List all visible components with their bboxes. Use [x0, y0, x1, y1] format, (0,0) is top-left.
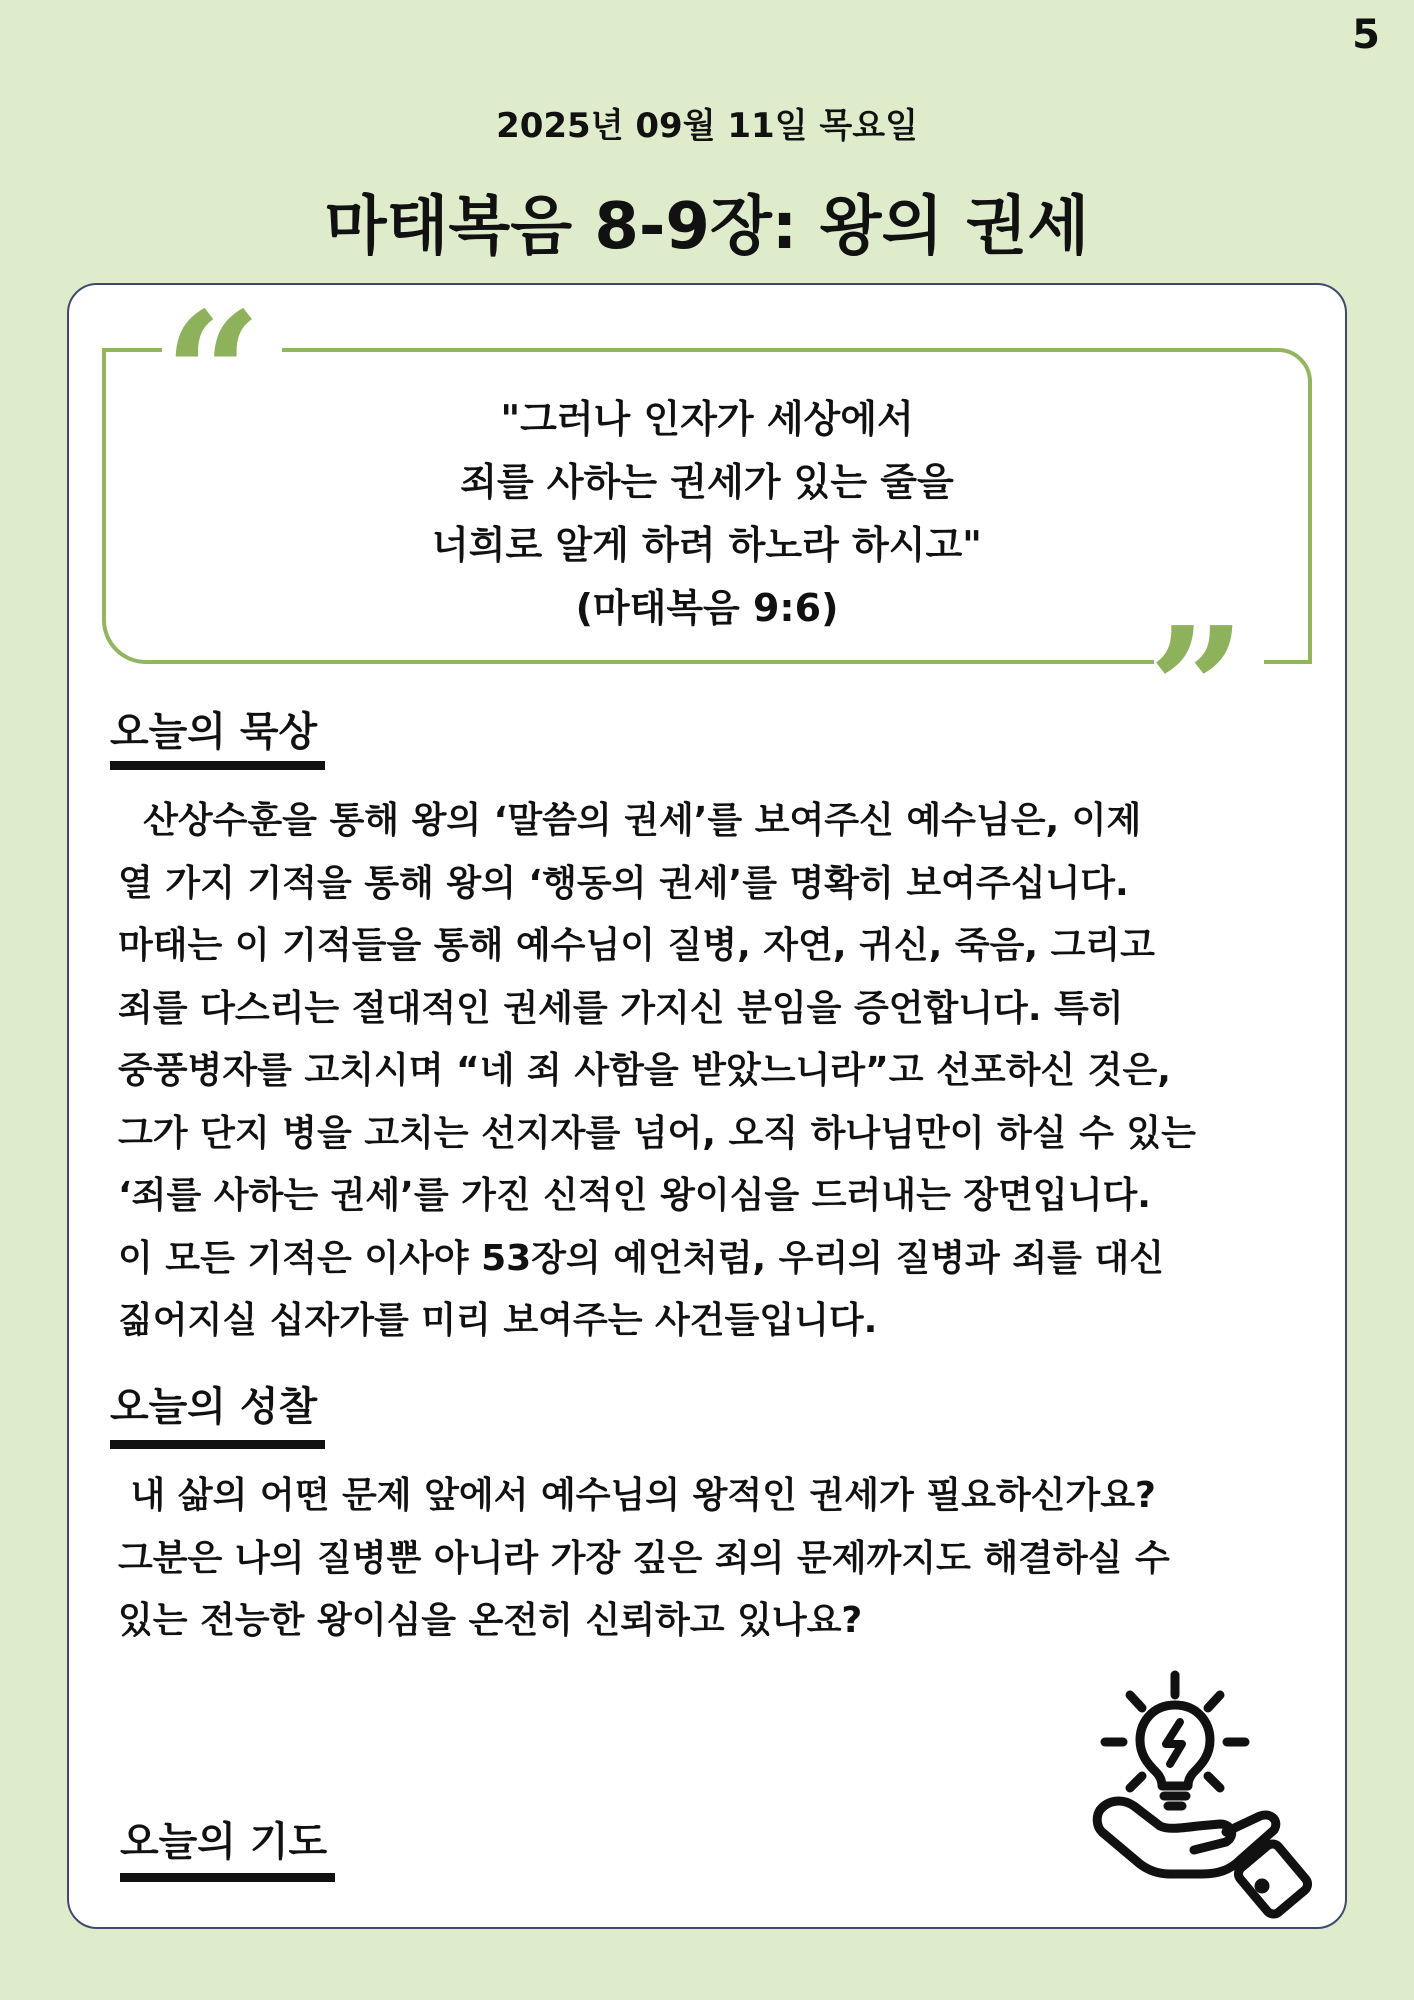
- reflection-line: 있는 전능한 왕이심을 온전히 신뢰하고 있나요?: [118, 1600, 863, 1641]
- close-quote-icon: ”: [1148, 590, 1246, 790]
- date-label: 2025년 09월 11일 목요일: [496, 106, 918, 146]
- reflection-line: 내 삶의 어떤 문제 앞에서 예수님의 왕적인 권세가 필요하신가요?: [118, 1475, 1156, 1516]
- meditation-line: 열 가지 기적을 통해 왕의 ‘행동의 권세’를 명확히 보여주십니다.: [118, 862, 1129, 904]
- scripture-quote: [102, 388, 1312, 640]
- prayer-heading: 오늘의 기도: [120, 1819, 328, 1865]
- meditation-body: [118, 790, 1328, 1353]
- reflection-body: [118, 1465, 1328, 1653]
- meditation-line: 산상수훈을 통해 왕의 ‘말씀의 권세’를 보여주신 예수님은, 이제: [118, 800, 1142, 841]
- reflection-line: 그분은 나의 질병뿐 아니라 가장 깊은 죄의 문제까지도 해결하실 수: [118, 1537, 1170, 1579]
- meditation-line: 짊어지실 십자가를 미리 보여주는 사건들입니다.: [118, 1300, 878, 1341]
- page-title: 마태복음 8-9장: 왕의 권세: [324, 190, 1090, 264]
- quote-line: "그러나 인자가 세상에서: [500, 397, 914, 441]
- open-quote-icon: “: [164, 275, 262, 475]
- lightbulb-in-hand-icon: [1090, 1660, 1340, 1920]
- meditation-line: 마태는 이 기적들을 통해 예수님이 질병, 자연, 귀신, 죽음, 그리고: [118, 925, 1155, 966]
- meditation-line: ‘죄를 사하는 권세’를 가진 신적인 왕이심을 드러내는 장면입니다.: [118, 1175, 1151, 1216]
- quote-line: 죄를 사하는 권세가 있는 줄을: [460, 460, 954, 504]
- meditation-line: 이 모든 기적은 이사야 53장의 예언처럼, 우리의 질병과 죄를 대신: [118, 1237, 1164, 1279]
- meditation-underline: [110, 761, 325, 770]
- page-number: 5: [1352, 12, 1380, 58]
- meditation-line: 중풍병자를 고치시며 “네 죄 사함을 받았느니라”고 선포하신 것은,: [118, 1050, 1171, 1091]
- prayer-underline: [120, 1873, 335, 1882]
- quote-line: 너희로 알게 하려 하노라 하시고": [432, 523, 982, 567]
- reflection-heading: 오늘의 성찰: [110, 1384, 318, 1430]
- meditation-line: 그가 단지 병을 고치는 선지자를 넘어, 오직 하나님만이 하실 수 있는: [118, 1112, 1196, 1154]
- reflection-underline: [110, 1440, 325, 1449]
- meditation-heading: 오늘의 묵상: [110, 709, 318, 755]
- quote-reference: (마태복음 9:6): [575, 586, 839, 630]
- meditation-line: 죄를 다스리는 절대적인 권세를 가지신 분임을 증언합니다. 특히: [118, 987, 1124, 1029]
